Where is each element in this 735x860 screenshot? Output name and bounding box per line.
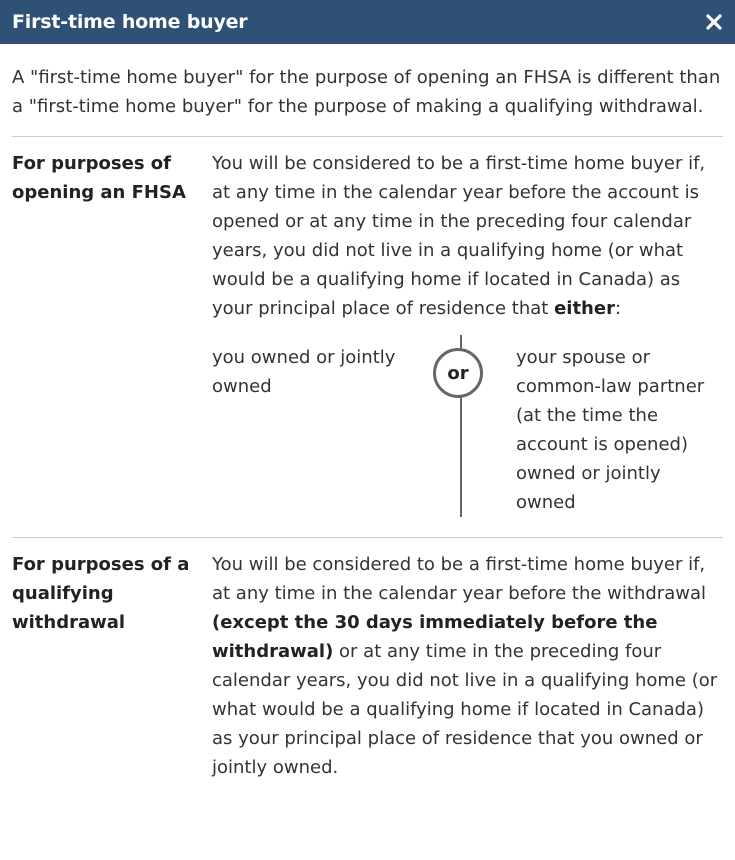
colon-text: :: [614, 298, 622, 319]
dialog-title: First-time home buyer: [12, 11, 248, 33]
close-icon: [705, 13, 723, 31]
dialog-header: [0, 0, 735, 44]
withdrawal-row: [12, 538, 723, 782]
either-text: either: [554, 298, 615, 319]
or-divider: [430, 343, 516, 517]
opening-content: [212, 137, 723, 537]
withdrawal-text-1: You will be considered to be a first-time home buyer if, at any time in the calendar year before the withdrawal: [212, 554, 706, 604]
intro-text: A "first-time home buyer" for the purpose of opening an FHSA is different than a "first-time home buyer" for the purpose of making a qualifying withdrawal.: [12, 63, 723, 137]
withdrawal-label: For purposes of a qualifying withdrawal: [12, 554, 190, 633]
withdrawal-content: [212, 538, 723, 782]
option-right: your spouse or common-law partner (at the time the account is opened) owned or jointly owned: [516, 347, 705, 513]
close-button[interactable]: [703, 11, 725, 33]
opening-description: [212, 149, 723, 323]
withdrawal-bold-text: (except the 30 days immediately before the withdrawal): [212, 612, 658, 662]
or-options: [212, 343, 723, 517]
opening-text: You will be considered to be a first-time home buyer if, at any time in the calendar year before the account is opened or at any time in the preceding four calendar years, you did not live in a qualifying home (or what would be a qualifying home if located in Canada) as your principal place of residence that: [212, 153, 706, 319]
option-left: you owned or jointly owned: [212, 347, 396, 397]
or-badge: or: [433, 348, 483, 398]
withdrawal-description: [212, 550, 723, 782]
withdrawal-text-2: or at any time in the preceding four calendar years, you did not live in a qualifying home (or what would be a qualifying home if located in Canada) as your principal place of residence that you owned or jointly owned.: [212, 641, 718, 778]
opening-row: [12, 137, 723, 538]
opening-label: For purposes of opening an FHSA: [12, 153, 186, 203]
dialog-body: [0, 63, 735, 782]
